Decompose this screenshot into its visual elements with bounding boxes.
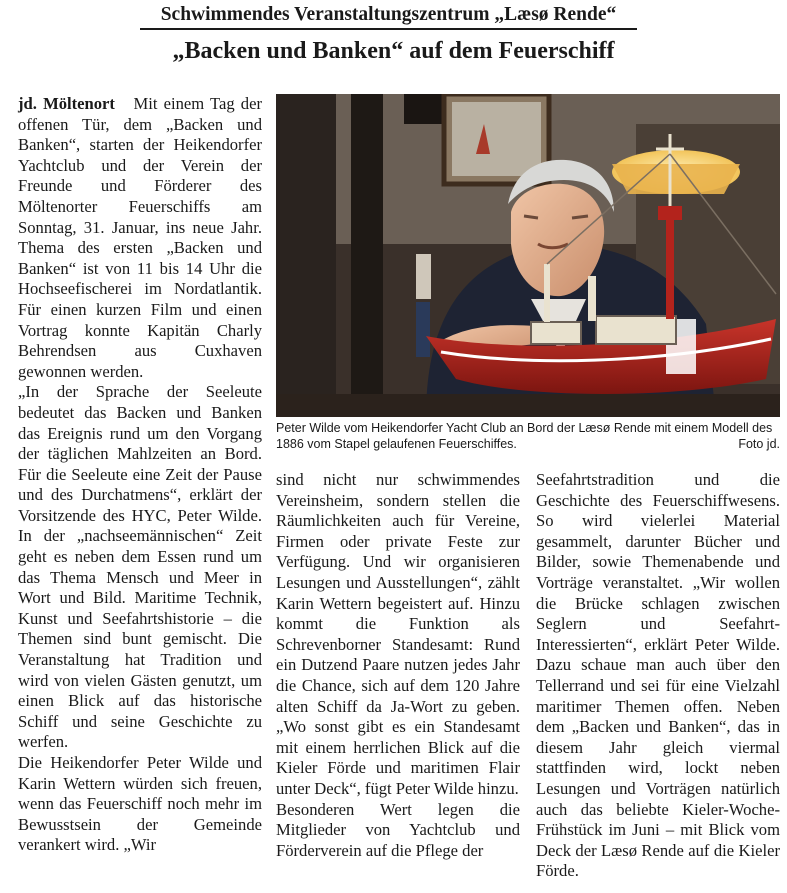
article-column-1 [18,94,262,856]
ship-mast [666,209,674,319]
wall-beam [351,94,383,417]
article-column-3 [536,470,780,882]
paragraph-3: Die Heikendorfer Peter Wilde und Karin Wettern würden sich freuen, wenn das Feuerschiff noch mehr im Bewusstsein der Gemeinde verankert wird. „Wir [18,753,262,855]
photo-illustration [276,94,780,417]
photo-caption [276,420,780,452]
article-headline: „Backen und Banken“ auf dem Feuerschiff [172,38,615,64]
paragraph-5: Besonderen Wert legen die Mitglieder von Yachtclub und Förderverein auf die Pflege der [276,799,520,860]
photo-credit: Foto jd. [738,437,780,451]
paragraph-6: Seefahrtstradition und die Geschichte des Feuerschiffwesens. So wird vielerlei Material gesammelt, darunter Bücher und Bilder, sowie Themenabende und Vorträge veranstaltet. „Wir wollen die Brücke schlagen zwischen Seglern und Seefahrt-Interessierten“, erklärt Peter Wilde. Dazu schaue man auch über den Tellerrand und sei für eine Vielzahl maritimer Themen offen. Neben dem „Backen und Banken“, das in diesem Jahr gleich viermal stattfinden wird, lockt neben Lesungen und Vorträgen natürlich auch das beliebte Kieler-Woche-Frühstück im Juni – mit Blick vom Deck der Læsø Rende auf die Kieler Förde. [536,470,780,881]
paragraph-1-text: Mit einem Tag der offenen Tür, dem „Backen und Banken“, starten der Heikendorfer Yachtclub und der Verein der Freunde und Förderer des Möltenorter Feuerschiffs am Sonntag, 31. Januar, ins neue Jahr. Thema des ersten „Backen und Banken“ ist von 11 bis 14 Uhr die Hochseefischerei im Nordatlantik. Für einen kurzen Film und einen Vortrag konnte Kapitän Charly Behrendsen aus Cuxhaven gewonnen werden. [18,94,262,381]
paragraph-2: „In der Sprache der Seeleute bedeutet das Backen und Banken das Ereignis rund um den Vorgang der täglichen Mahlzeiten an Bord. Für die Seeleute eine Zeit der Pause und des Durchatmens“, erklärt der Vorsitzende des HYC, Peter Wilde. In der „nachseemännischen“ Zeit geht es neben dem Essen rund um das Thema Mensch und Meer in Wort und Bild. Maritime Technik, Kunst und Seefahrtshistorie – die Themen sind bunt gemischt. Die Veranstaltung hat Tradition und wird von vielen Gästen genutzt, um einen Blick auf das historische Schiff und seine Geschichte zu werfen. [18,382,262,752]
paragraph-4: sind nicht nur schwimmendes Vereinsheim, sondern stellen die Räumlichkeiten auch für Vereine, Firmen oder private Feste zur Verfügung. Und wir organisieren Lesungen und Ausstellungen“, zählt Karin Wettern begeistert auf. Hinzu kommt die Funktion als Schrevenborner Standesamt: Rund ein Dutzend Paare nutzen jedes Jahr die Chance, sich auf dem 120 Jahre alten Schiff da Ja-Wort zu geben. „Wo sonst gibt es ein Standesamt mit einem herrlichen Blick auf die Kieler Förde und maritimen Flair unter Deck“, fügt Peter Wilde hinzu. [276,470,520,798]
paragraph-1 [18,94,262,382]
dateline: jd. Möltenort [18,94,115,113]
article-kicker: Schwimmendes Veranstaltungszentrum „Læsø Rende“ [140,4,637,30]
article-photo [276,94,780,417]
caption-text: Peter Wilde vom Heikendorfer Yacht Club an Bord der Læsø Rende mit einem Modell des 1886 vom Stapel gelaufenen Feuerschiffes. [276,421,773,451]
article-column-2 [276,470,520,861]
